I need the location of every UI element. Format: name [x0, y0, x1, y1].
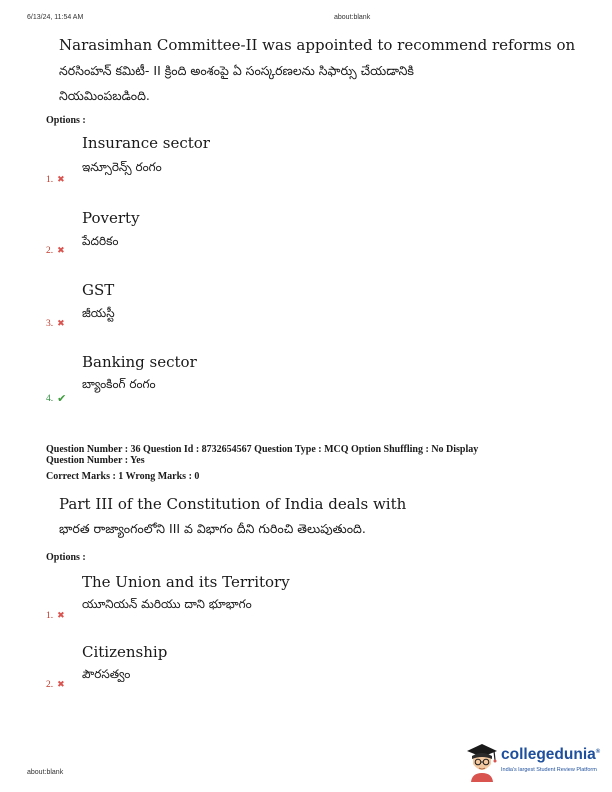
correct-check-icon: ✔: [57, 392, 67, 405]
question2-meta-line1: Question Number : 36 Question Id : 8732654567 Question Type : MCQ Option Shuffling : No Display: [46, 444, 479, 455]
wrong-cross-icon: ✖: [57, 175, 65, 185]
q1-option4-te: బ్యాంకింగ్ రంగం: [82, 377, 156, 391]
question2-text-te: భారత రాజ్యాంగంలోని III వ విభాగం దీని గురించి తెలుపుతుంది.: [59, 521, 366, 536]
q2-option1-te: యూనియన్ మరియు దాని భూభాగం: [82, 597, 252, 611]
q2-option2-te: పౌరసత్వం: [82, 667, 131, 681]
q1-option4-number: [46, 392, 66, 405]
question2-options-label: Options :: [46, 552, 86, 563]
option-number-label: 4.: [46, 393, 54, 404]
print-footer-url: about:blank: [27, 769, 64, 776]
option-number-label: 1.: [46, 175, 54, 185]
q1-option2-number: [46, 246, 65, 256]
question2-marks: Correct Marks : 1 Wrong Marks : 0: [46, 471, 200, 482]
option-number-label: 3.: [46, 319, 54, 329]
question1-text-te-line1: నరసింహన్ కమిటీ- II క్రింది అంశంపై ఏ సంస్కరణలను సిఫార్సు చేయడానికి: [59, 63, 414, 78]
question1-options-label: Options :: [46, 115, 86, 126]
q1-option4-en: Banking sector: [82, 353, 197, 371]
wrong-cross-icon: ✖: [57, 319, 65, 329]
q1-option3-en: GST: [82, 281, 115, 299]
option-number-label: 2.: [46, 680, 54, 690]
q2-option1-number: [46, 611, 65, 621]
q1-option3-number: [46, 319, 65, 329]
option-number-label: 1.: [46, 611, 54, 621]
q1-option1-en: Insurance sector: [82, 134, 210, 152]
wrong-cross-icon: ✖: [57, 611, 65, 621]
print-datetime: 6/13/24, 11:54 AM: [27, 14, 84, 21]
q1-option1-te: ఇన్సూరెన్స్ రంగం: [82, 160, 162, 174]
collegedunia-logo: [465, 742, 605, 782]
student-mascot-icon: [465, 742, 499, 782]
q1-option2-te: పేదరికం: [82, 234, 119, 248]
q1-option1-number: [46, 175, 65, 185]
wrong-cross-icon: ✖: [57, 246, 65, 256]
q2-option2-en: Citizenship: [82, 643, 168, 661]
logo-tagline: India's largest Student Review Platform: [501, 767, 597, 773]
q1-option2-en: Poverty: [82, 209, 140, 227]
question2-meta-line2: Question Number : Yes: [46, 455, 145, 466]
question2-text-en: Part III of the Constitution of India deals with: [59, 495, 407, 513]
question1-text-en: Narasimhan Committee-II was appointed to recommend reforms on: [59, 36, 576, 54]
print-page-title: about:blank: [334, 14, 371, 21]
option-number-label: 2.: [46, 246, 54, 256]
q1-option3-te: జీయస్టీ: [82, 306, 115, 320]
wrong-cross-icon: ✖: [57, 680, 65, 690]
logo-wordmark: collegedunia®: [501, 746, 601, 763]
q2-option2-number: [46, 680, 65, 690]
q2-option1-en: The Union and its Territory: [82, 573, 290, 591]
question1-text-te-line2: నియమింపబడింది.: [59, 88, 150, 103]
